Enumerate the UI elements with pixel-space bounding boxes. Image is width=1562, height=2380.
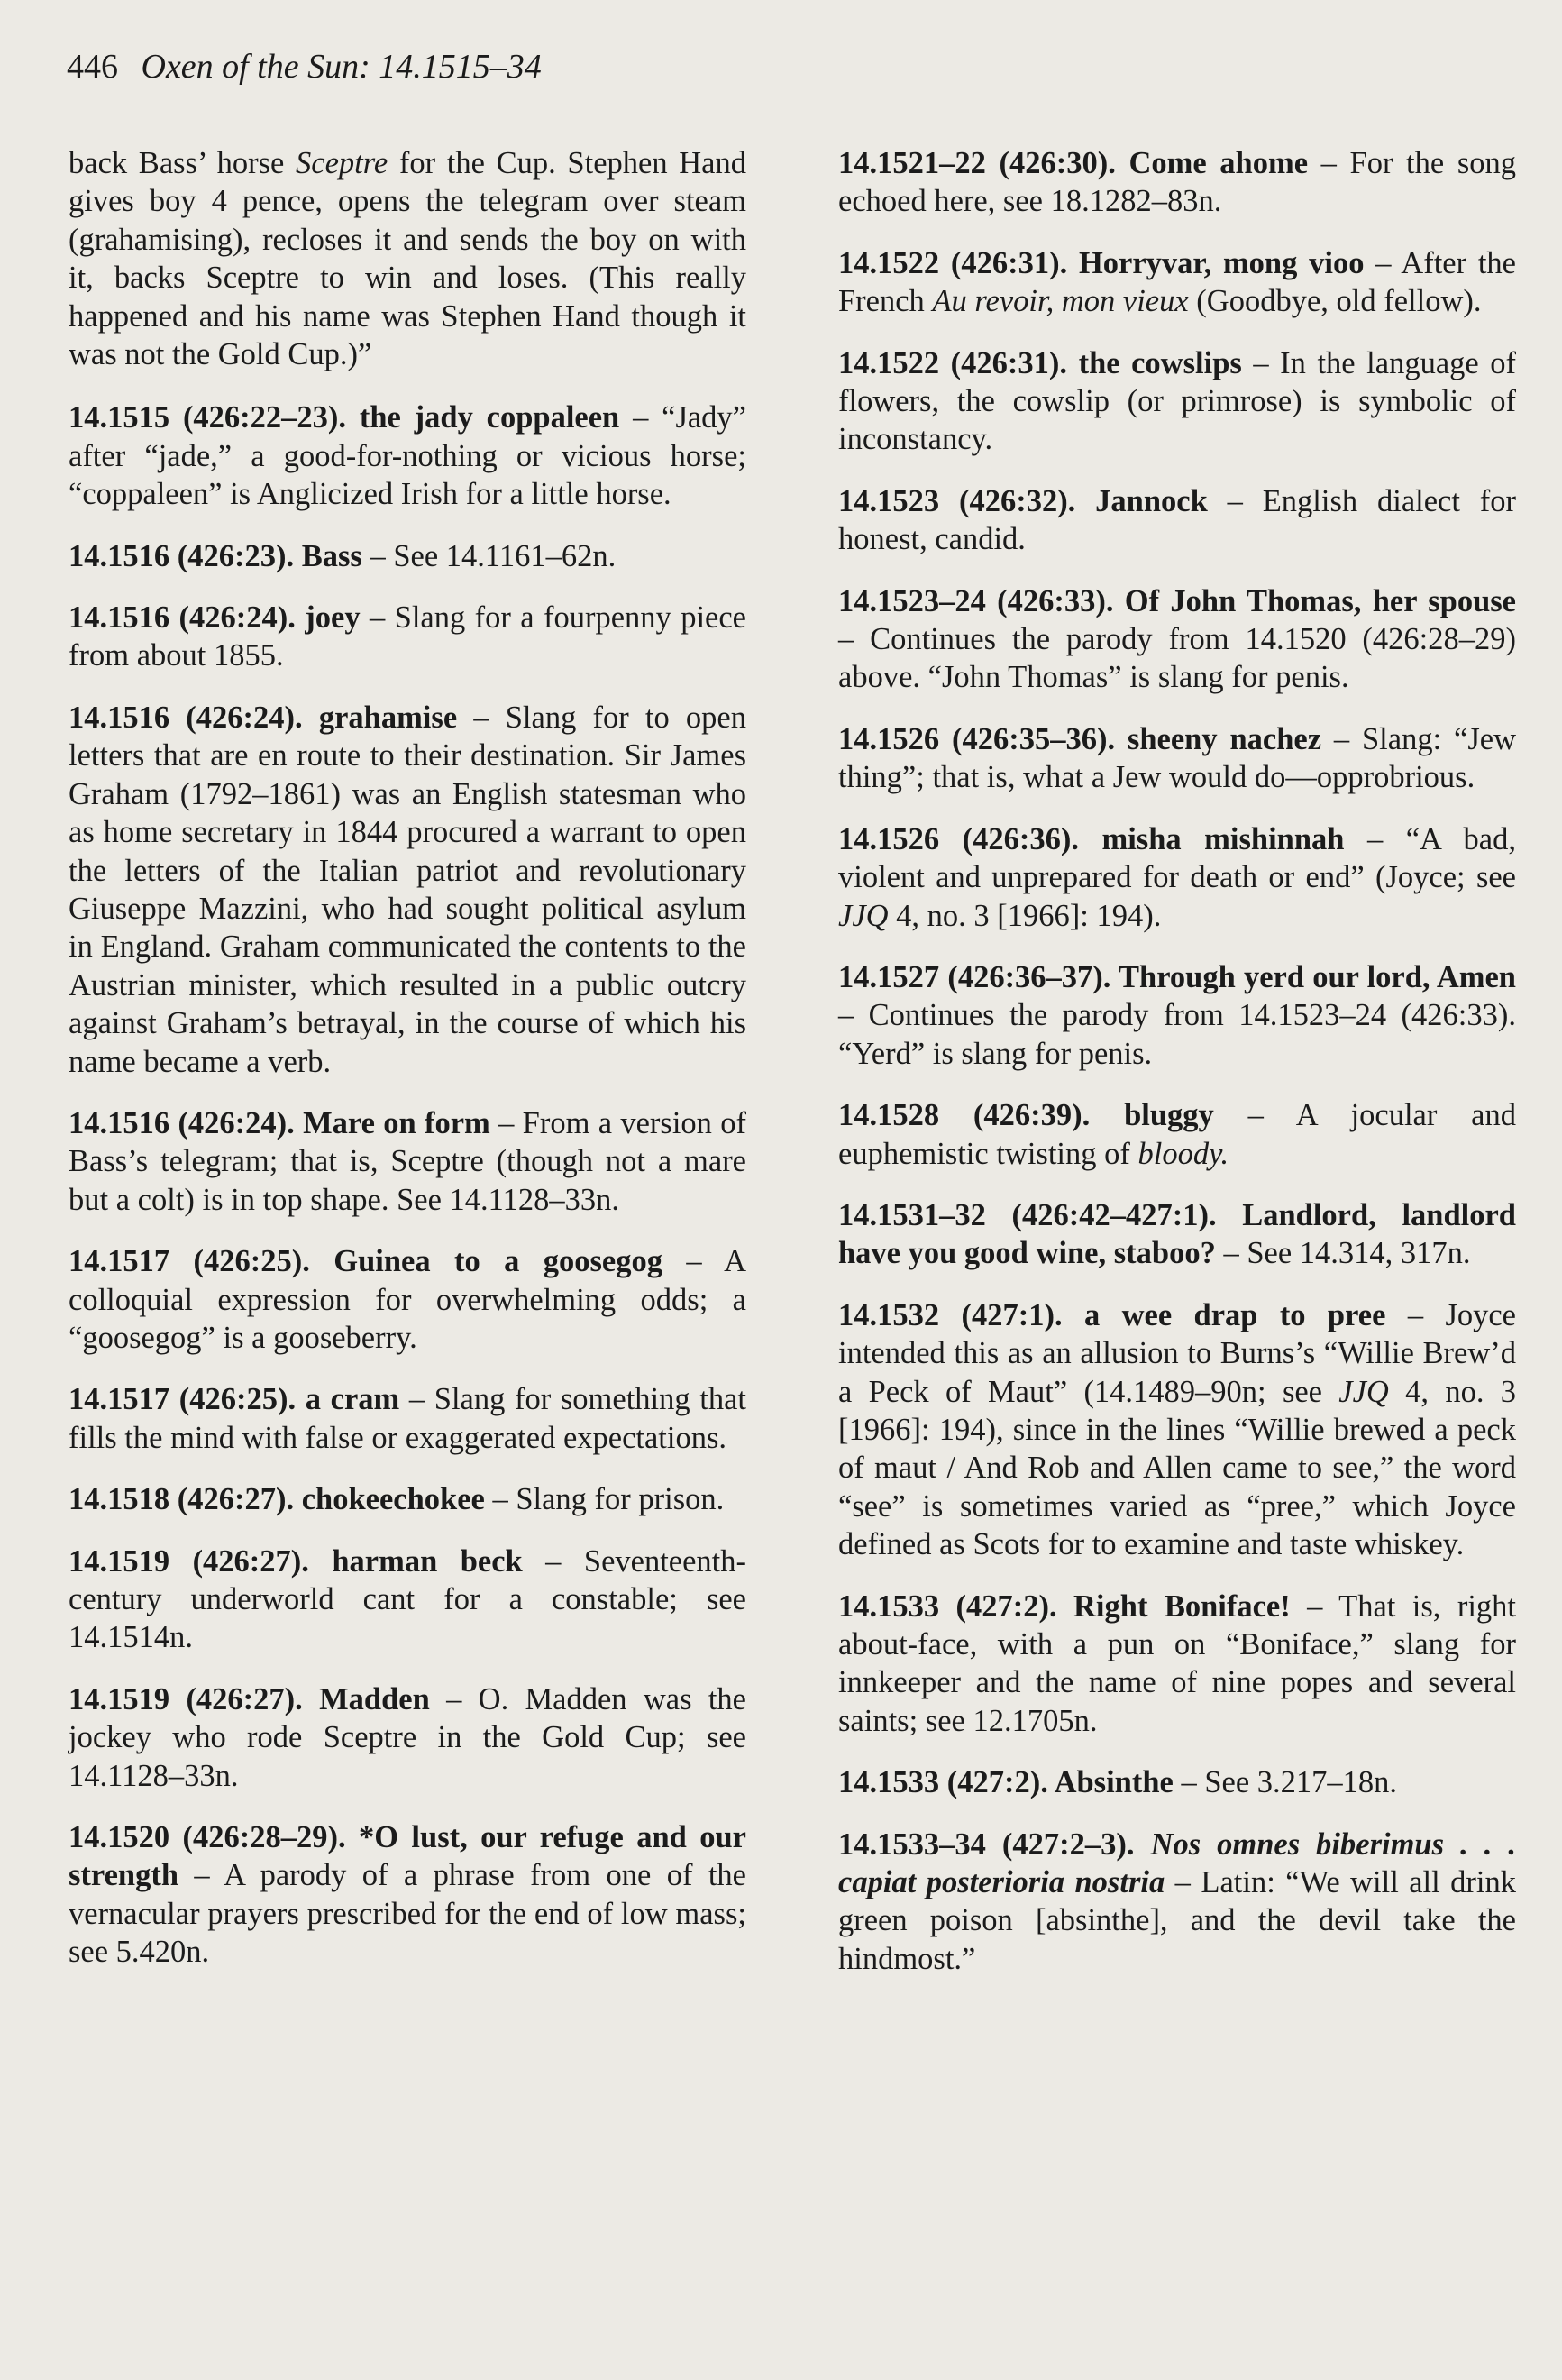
entry-lemma: 14.1526 (426:36). misha mishinnah [838, 821, 1345, 856]
entry-gloss: – From a version of Bass’s telegram; that is, Sceptre (though not a mare but a colt) is in top shape. See 14.1128–33n. [69, 1105, 746, 1217]
entry-lemma: 14.1519 (426:27). Madden [69, 1681, 430, 1716]
entry-gloss: – In the language of flowers, the cowslip (or primrose) is symbolic of inconstancy. [838, 345, 1516, 457]
entry-gloss: – See 14.314, 317n. [1215, 1236, 1471, 1271]
entry-gloss: – See 14.1161–62n. [361, 538, 617, 573]
entry-gloss: – Slang for something that fills the mind with false or exaggerated expectations. [69, 1382, 746, 1455]
entry-gloss: – Latin: “We will all drink green poison [absinthe], and the devil take the hindmost.” [838, 1865, 1517, 1976]
entry-gloss-italic: bloody. [1137, 1136, 1229, 1171]
annotation-entry [69, 599, 746, 675]
entry-lemma: 14.1515 (426:22–23). the jady coppaleen [69, 400, 620, 435]
annotation-entry [838, 1826, 1516, 1979]
page-number: 446 [67, 48, 118, 86]
entry-lemma: 14.1526 (426:35–36). sheeny nachez [838, 721, 1322, 756]
annotation-entry [69, 1104, 746, 1219]
annotation-entry [69, 1818, 746, 1972]
entry-lemma: 14.1516 (426:23). Bass [69, 538, 362, 573]
entry-lemma: 14.1519 (426:27). harman beck [69, 1543, 523, 1579]
entry-gloss: – A colloquial expression for overwhelming odds; a “goosegog” is a gooseberry. [69, 1244, 746, 1355]
entry-lemma: 14.1527 (426:36–37). Through yerd our lord, Amen [838, 959, 1516, 994]
annotation-entry [838, 1096, 1516, 1173]
entry-gloss: – Continues the parody from 14.1520 (426:28–29) above. “John Thomas” is slang for penis. [838, 622, 1516, 695]
annotation-entry [838, 720, 1516, 797]
entry-lemma: 14.1517 (426:25). Guinea to a goosegog [69, 1244, 662, 1279]
entry-gloss: back Bass’ horse [69, 146, 297, 180]
entry-gloss-tail: 4, no. 3 [1966]: 194), since in the lines “Willie brewed a peck of maut / And Rob and Allen came to see,” the word “see” is sometimes varied as “pree,” which Joyce defined as Scots for to examine and taste whiskey. [838, 1374, 1516, 1562]
entry-lemma: 14.1522 (426:31). the cowslips [838, 345, 1242, 380]
entry-gloss-tail: (Goodbye, old fellow). [1188, 284, 1482, 319]
annotation-entry [69, 144, 746, 373]
annotation-entry [838, 1588, 1516, 1741]
annotation-entry [69, 1480, 746, 1518]
left-column [69, 144, 746, 1995]
entry-gloss-tail: for the Cup. Stephen Hand gives boy 4 pence, opens the telegram over steam (grahamising), recloses it and sends the boy on with it, backs Sceptre to win and loses. (This really happened and his name was Stephen Hand though it was not the Gold Cup.)” [69, 146, 746, 372]
annotation-entry [838, 244, 1516, 321]
annotation-entry [69, 1242, 746, 1357]
entry-lemma: 14.1516 (426:24). grahamise [69, 700, 458, 735]
entry-lemma-italic: Nos omnes biberimus . . . capiat posterioria nostria [838, 1826, 1516, 1900]
entry-gloss: – Slang for a fourpenny piece from about 1855. [69, 600, 746, 673]
annotation-entry [838, 582, 1516, 697]
annotation-entry [838, 1296, 1516, 1564]
entry-gloss: – Slang: “Jew thing”; that is, what a Jew would do—opprobrious. [838, 721, 1516, 795]
entry-gloss: – English dialect for honest, candid. [838, 483, 1516, 557]
entry-gloss: – After the French [838, 245, 1516, 319]
entry-gloss-italic: Sceptre [296, 146, 388, 180]
annotation-entry [838, 144, 1516, 221]
annotation-entry [838, 1763, 1516, 1801]
entry-gloss: – A parody of a phrase from one of the vernacular prayers prescribed for the end of low mass; see 5.420n. [69, 1858, 746, 1970]
entry-lemma: 14.1533–34 (427:2–3). [838, 1826, 1151, 1862]
entry-lemma: 14.1520 (426:28–29). *O lust, our refuge and our strength [69, 1820, 746, 1893]
entry-lemma: 14.1528 (426:39). bluggy [838, 1098, 1214, 1133]
entry-gloss: – See 3.217–18n. [1173, 1765, 1398, 1800]
entry-gloss: – Slang for prison. [484, 1482, 725, 1517]
annotation-entry [838, 482, 1516, 559]
entry-gloss: – That is, right about-face, with a pun on “Boniface,” slang for innkeeper and the name of nine popes and several saints; see 12.1705n. [838, 1588, 1516, 1738]
annotation-entry [838, 344, 1516, 459]
entry-gloss: – For the song echoed here, see 18.1282–83n. [838, 146, 1517, 219]
entry-gloss: – Continues the parody from 14.1523–24 (426:33). “Yerd” is slang for penis. [838, 998, 1516, 1071]
entry-gloss-tail: 4, no. 3 [1966]: 194). [888, 898, 1162, 933]
entry-lemma: 14.1522 (426:31). Horryvar, mong vioo [838, 245, 1365, 280]
entry-gloss-italic: JJQ [1338, 1374, 1389, 1409]
entry-lemma: 14.1516 (426:24). Mare on form [69, 1105, 490, 1140]
right-column [838, 144, 1516, 2001]
annotation-entry [69, 699, 746, 1081]
entry-lemma: 14.1518 (426:27). chokeechokee [69, 1482, 485, 1517]
entry-gloss: – “Jady” after “jade,” a good-for-nothing or vicious horse; “coppaleen” is Anglicized Irish for a little horse. [69, 400, 746, 512]
entry-gloss-italic: JJQ [838, 898, 889, 933]
annotation-entry [69, 1680, 746, 1795]
annotation-entry [838, 958, 1516, 1073]
annotation-entry [838, 820, 1516, 935]
entry-lemma: 14.1516 (426:24). joey [69, 600, 361, 636]
running-header [67, 45, 542, 88]
entry-lemma: 14.1521–22 (426:30). Come ahome [838, 146, 1309, 180]
entry-gloss: – A jocular and euphemistic twisting of [838, 1098, 1516, 1171]
entry-gloss: – Seventeenth-century underworld cant for a constable; see 14.1514n. [69, 1543, 746, 1655]
entry-gloss: – Joyce intended this as an allusion to Burns’s “Willie Brew’d a Peck of Maut” (14.1489–90n; see [838, 1297, 1516, 1409]
annotation-entry [69, 537, 746, 575]
entry-lemma: 14.1523–24 (426:33). Of John Thomas, her spouse [838, 583, 1516, 618]
entry-lemma: 14.1533 (427:2). Absinthe [838, 1765, 1174, 1800]
entry-gloss-italic: Au revoir, mon vieux [932, 284, 1189, 319]
running-title: Oxen of the Sun: 14.1515–34 [141, 48, 542, 86]
entry-lemma: 14.1517 (426:25). a cram [69, 1382, 400, 1417]
annotation-entry [69, 1380, 746, 1457]
entry-gloss: – “A bad, violent and unprepared for death or end” (Joyce; see [838, 821, 1516, 895]
annotation-entry [838, 1196, 1516, 1273]
entry-lemma: 14.1533 (427:2). Right Boniface! [838, 1588, 1291, 1624]
entry-lemma: 14.1523 (426:32). Jannock [838, 483, 1208, 518]
entry-gloss: – Slang for to open letters that are en route to their destination. Sir James Graham (1792–1861) was an English statesman who as home secretary in 1844 procured a warrant to open the letters of the Italian patriot and revolutionary Giuseppe Mazzini, who had sought political asylum in England. Graham communicated the contents to the Austrian minister, which resulted in a public outcry against Graham’s betrayal, in the course of which his name became a verb. [69, 700, 746, 1079]
entry-gloss: – O. Madden was the jockey who rode Sceptre in the Gold Cup; see 14.1128–33n. [69, 1681, 746, 1793]
entry-lemma: 14.1532 (427:1). a wee drap to pree [838, 1297, 1386, 1332]
entry-lemma: 14.1531–32 (426:42–427:1). Landlord, landlord have you good wine, staboo? [838, 1197, 1516, 1271]
annotation-entry [69, 398, 746, 513]
annotation-entry [69, 1542, 746, 1657]
